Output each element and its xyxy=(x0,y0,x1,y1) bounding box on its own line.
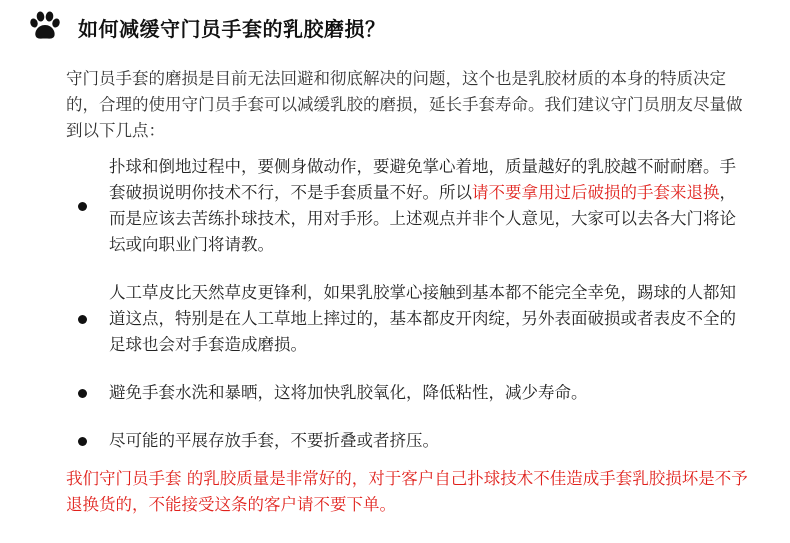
list-item-text: 扑球和倒地过程中，要侧身做动作，要避免掌心着地，质量越好的乳胶越不耐耐磨。手套破损说明你技术不行，不是手套质量不好。所以请不要拿用过后破损的手套来退换，而是应该去苦练扑球技术，用对手形。上述观点并非个人意见，大家可以去各大门将论坛或向职业门将请教。 xyxy=(109,157,736,254)
bullet-icon xyxy=(78,389,87,398)
list-item xyxy=(78,428,758,454)
return-policy-notice: 我们守门员手套 的乳胶质量是非常好的，对于客户自己扑球技术不佳造成手套乳胶损坏是不予退换货的，不能接受这条的客户请不要下单。 xyxy=(66,469,748,514)
bullet-icon xyxy=(78,202,87,211)
list-item-text: 人工草皮比天然草皮更锋利，如果乳胶掌心接触到基本都不能完全幸免，踢球的人都知道这点，特别是在人工草地上摔过的，基本都皮开肉绽，另外表面破损或者表皮不全的足球也会对手套造成磨损。 xyxy=(109,283,736,354)
bullet-icon xyxy=(78,437,87,446)
list-item-text: 避免手套水洗和暴晒，这将加快乳胶氧化，降低粘性，减少寿命。 xyxy=(109,383,588,402)
page-title: 如何减缓守门员手套的乳胶磨损？ xyxy=(78,16,386,41)
list-item xyxy=(78,280,758,358)
list-item-text: 尽可能的平展存放手套，不要折叠或者挤压。 xyxy=(109,431,439,450)
warning-text: 请不要拿用过后破损的手套来退换 xyxy=(472,183,720,202)
section-header xyxy=(28,10,386,44)
tips-list xyxy=(78,154,758,476)
bullet-icon xyxy=(78,315,87,324)
list-item xyxy=(78,380,758,406)
paw-icon xyxy=(28,10,62,44)
list-item xyxy=(78,154,758,258)
intro-paragraph: 守门员手套的磨损是目前无法回避和彻底解决的问题，这个也是乳胶材质的本身的特质决定的，合理的使用守门员手套可以减缓乳胶的磨损，延长手套寿命。我们建议守门员朋友尽量做到以下几点： xyxy=(66,69,743,140)
